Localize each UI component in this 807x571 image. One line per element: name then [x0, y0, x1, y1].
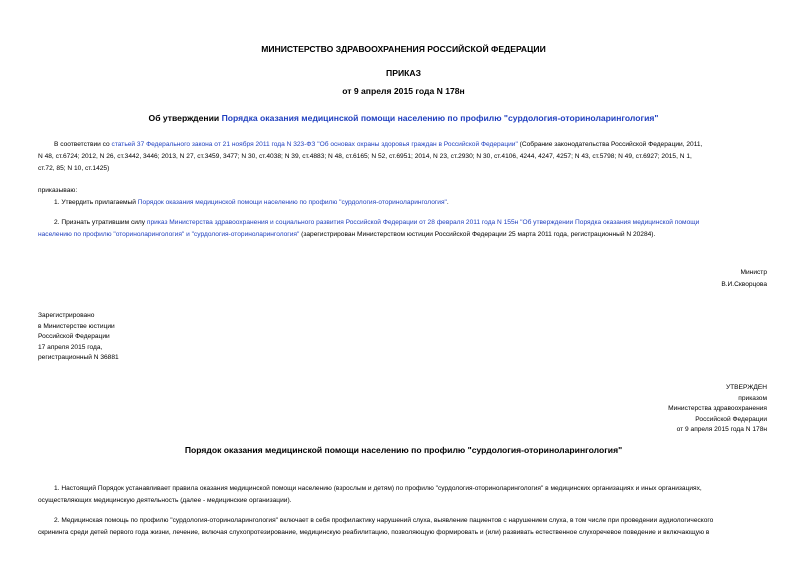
procedure-p2-line-2: скрининга среди детей первого года жизни, лечение, включая слухопротезирование, медицинскую реабилитацию, позволяющую формировать и (или) развивать естественное слухоречевое поведение и включающую в [38, 529, 710, 536]
registration-line: Российской Федерации [38, 333, 110, 340]
item-2-prefix: 2. Признать утратившим силу [54, 219, 147, 226]
item-1 [54, 198, 449, 209]
procedure-p2-line-1: 2. Медицинская помощь по профилю "сурдология-оториноларингология" включает в себя профилактику нарушений слуха, выявление пациентов с нарушением слуха, в том числе при проведении аудиологического [54, 517, 714, 524]
registration-block [38, 311, 119, 364]
order-word: приказываю: [38, 187, 78, 194]
law-link[interactable]: статьей 37 Федерального закона от 21 ноября 2011 года N 323-ФЗ "Об основах охраны здоровья граждан в Российской Федерации" [111, 141, 518, 148]
approval-line: приказом [738, 394, 767, 402]
registration-line: Зарегистрировано [38, 312, 95, 319]
registration-line: в Министерстве юстиции [38, 322, 115, 330]
doc-type-heading: ПРИКАЗ [386, 68, 421, 78]
title-link[interactable]: Порядка оказания медицинской помощи населению по профилю "сурдология-оториноларингология" [221, 113, 659, 123]
repealed-order-link-cont[interactable]: населению по профилю "оториноларингология" и "сурдология-оториноларингология" [38, 231, 300, 238]
item-2-rest: (зарегистрирован Министерством юстиции Российской Федерации 25 марта 2011 года, регистрационный N 20284). [299, 231, 656, 238]
doc-date-heading: от 9 апреля 2015 года N 178н [342, 86, 465, 96]
procedure-link[interactable]: Порядок оказания медицинской помощи населению по профилю "сурдология-оториноларингология" [137, 199, 447, 206]
signature-position: Министр [740, 269, 767, 276]
approval-line: от 9 апреля 2015 года N 178н [676, 426, 767, 433]
procedure-p1-line-2: осуществляющих медицинскую деятельность (далее - медицинские организации). [38, 497, 292, 504]
approval-line: Министерства здравоохранения [668, 405, 767, 412]
intro-prefix: В соответствии со [54, 141, 112, 148]
item-1-suffix: . [446, 199, 449, 206]
title-prefix: Об утверждении [148, 113, 222, 123]
item-2-line-2 [38, 230, 655, 241]
ministry-heading: МИНИСТЕРСТВО ЗДРАВООХРАНЕНИЯ РОССИЙСКОЙ ФЕДЕРАЦИИ [261, 44, 546, 54]
intro-line-3: ст.72, 85; N 10, ст.1425) [38, 165, 110, 172]
procedure-title: Порядок оказания медицинской помощи населению по профилю "сурдология-оториноларингология" [184, 445, 623, 455]
intro-line-1 [54, 140, 702, 151]
document-title [0, 113, 807, 123]
approval-line: УТВЕРЖДЕН [725, 384, 767, 391]
procedure-p1-line-1: 1. Настоящий Порядок устанавливает правила оказания медицинской помощи населению (взрослым и детям) по профилю "сурдология-оториноларингология" в медицинских организациях и иных организациях, [54, 485, 702, 492]
approval-block [668, 383, 767, 436]
intro-line-2: N 48, ст.6724; 2012, N 26, ст.3442, 3446; 2013, N 27, ст.3459, 3477; N 30, ст.4038; N 39, ст.4883; N 48, ст.6165; N 52, ст.6951; 2014, N 23, ст.2930; N 30, ст.4106, 4244, 4247, 4257; N 43, ст.5798; N 49, ст.6927; 2015, N 1, [38, 153, 692, 160]
registration-line: регистрационный N 36881 [38, 354, 119, 361]
item-1-prefix: 1. Утвердить прилагаемый [54, 199, 138, 206]
signature-name: В.И.Скворцова [721, 281, 767, 288]
intro-rest: (Собрание законодательства Российской Федерации, 2011, [517, 141, 703, 148]
registration-line: 17 апреля 2015 года, [38, 343, 103, 351]
item-2-line-1 [54, 218, 699, 229]
repealed-order-link[interactable]: приказ Министерства здравоохранения и социального развития Российской Федерации от 28 февраля 2011 года N 155н "Об утверждении Порядка оказания медицинской помощи [146, 219, 700, 226]
approval-line: Российской Федерации [695, 415, 767, 423]
